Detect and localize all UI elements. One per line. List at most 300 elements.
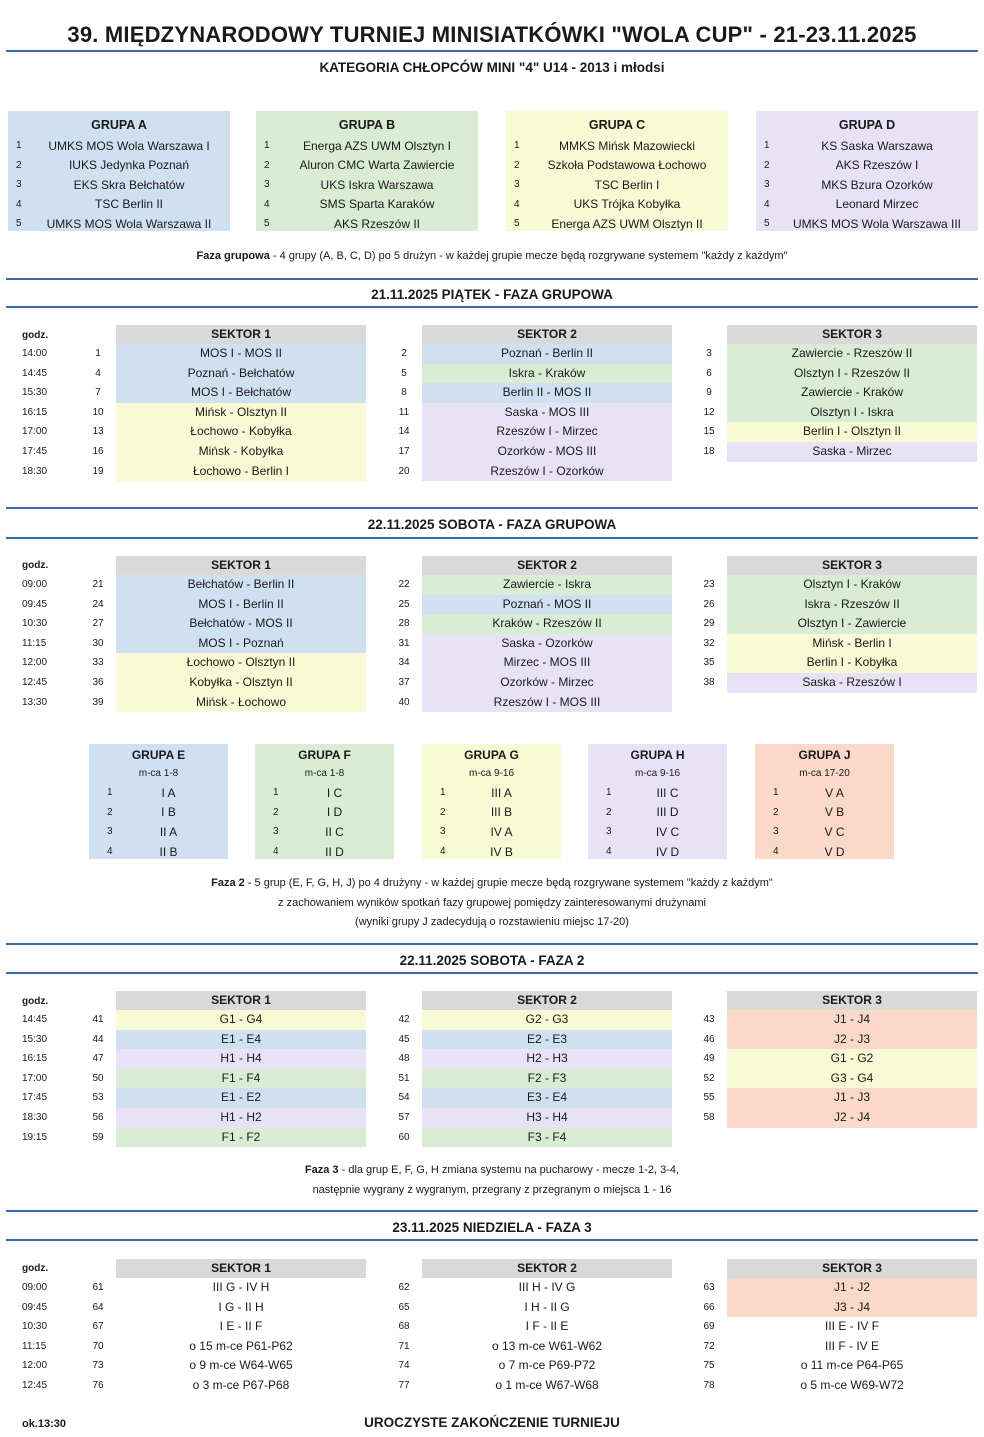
match-time: 15:30 [22, 387, 48, 399]
day4-sector-2 [398, 1259, 672, 1396]
match-number: 4 [95, 367, 101, 379]
match-teams: E3 - E4 [422, 1088, 672, 1108]
match-row [703, 1298, 977, 1318]
day3-divider [6, 943, 978, 945]
match-number: 8 [401, 387, 407, 399]
match-number: 35 [703, 657, 715, 669]
match-row [92, 1376, 366, 1396]
match-number: 46 [703, 1033, 715, 1045]
match-number: 21 [92, 579, 104, 590]
group-team-row [756, 175, 978, 195]
match-number: 10 [92, 406, 104, 418]
match-row [401, 344, 672, 364]
group-team-row [8, 136, 230, 156]
match-teams: H1 - H2 [116, 1108, 366, 1128]
group-slot-row [89, 822, 228, 842]
match-number: 22 [398, 579, 410, 590]
match-number: 6 [706, 367, 712, 379]
group-slot-row [588, 842, 727, 862]
match-teams: III G - IV H [212, 1280, 270, 1294]
sector-header: SEKTOR 3 [727, 325, 977, 344]
day1-divider [6, 278, 978, 280]
match-time: 14:45 [22, 367, 48, 379]
match-number: 39 [92, 696, 104, 708]
match-row [92, 403, 366, 423]
match-row [92, 693, 366, 713]
match-time: 17:45 [22, 445, 48, 457]
match-time: 19:15 [22, 1131, 48, 1143]
slot-seed: II D [325, 844, 344, 859]
day3-time-label: godz. [22, 996, 49, 1007]
match-number: 73 [92, 1360, 104, 1372]
group-box-g [422, 744, 561, 859]
match-number: 77 [398, 1379, 410, 1391]
group-title: GRUPA E [131, 748, 186, 762]
day4-sector-3 [703, 1259, 977, 1396]
slot-number: 2 [773, 806, 779, 818]
team-name: UKS Iskra Warszawa [320, 177, 434, 192]
team-seed: 2 [16, 159, 22, 171]
sector-header: SEKTOR 1 [116, 1259, 366, 1278]
match-number: 33 [92, 657, 104, 669]
group-slot-row [755, 803, 894, 823]
match-number: 57 [398, 1111, 410, 1123]
group-team-row [256, 156, 478, 176]
match-row [92, 442, 366, 462]
slot-number: 2 [606, 806, 612, 818]
group-team-row [756, 136, 978, 156]
slot-seed: II C [325, 824, 344, 839]
match-teams: Zawiercie - Kraków [727, 383, 977, 403]
match-row [401, 364, 672, 384]
slot-number: 1 [273, 787, 279, 799]
day2-sector-2 [398, 556, 672, 712]
match-teams: Rzeszów I - Ozorków [422, 462, 672, 482]
match-teams: o 13 m-ce W61-W62 [491, 1338, 603, 1353]
match-time: 17:00 [22, 426, 48, 438]
team-seed: 3 [514, 179, 520, 191]
match-row [95, 344, 366, 364]
match-row [398, 575, 672, 595]
match-time: 15:30 [22, 1033, 48, 1045]
team-name: UMKS MOS Wola Warszawa III [792, 216, 962, 231]
match-time: 09:45 [22, 1301, 48, 1313]
match-teams: Saska - Rzeszów I [727, 673, 977, 693]
phase3-note-bold: Faza 3 [304, 1164, 339, 1176]
match-row [398, 1030, 672, 1050]
match-teams: F1 - F2 [116, 1128, 366, 1148]
match-number: 78 [703, 1379, 715, 1391]
day2-time-label: godz. [22, 560, 49, 571]
team-seed: 2 [764, 159, 770, 171]
match-row [92, 1069, 366, 1089]
match-number: 1 [95, 348, 101, 359]
match-row [92, 575, 366, 595]
slot-number: 4 [440, 846, 446, 858]
match-teams: Mirzec - MOS III [422, 653, 672, 673]
match-teams: III F - IV E [824, 1338, 879, 1353]
match-number: 44 [92, 1033, 104, 1045]
match-time: 17:00 [22, 1072, 48, 1084]
match-row [92, 1278, 366, 1298]
match-row [92, 614, 366, 634]
day3-times [22, 1010, 47, 1147]
match-teams: J2 - J3 [727, 1030, 977, 1050]
match-row [398, 1356, 672, 1376]
match-time: 16:15 [22, 1053, 48, 1065]
match-number: 5 [401, 367, 407, 379]
match-number: 59 [92, 1131, 104, 1143]
match-teams: III E - IV F [824, 1319, 879, 1334]
slot-number: 4 [107, 846, 113, 858]
match-row [92, 462, 366, 482]
match-row [95, 364, 366, 384]
group-box-c [506, 111, 728, 231]
match-teams: Berlin I - Kobyłka [727, 653, 977, 673]
match-row [92, 1049, 366, 1069]
match-row [703, 595, 977, 615]
match-number: 3 [706, 348, 712, 359]
slot-seed: IV B [490, 844, 513, 859]
day2-sector-3 [703, 556, 977, 693]
slot-seed: V C [824, 824, 845, 839]
group-slot-row [422, 783, 561, 803]
group-slot-row [422, 803, 561, 823]
match-row [398, 1088, 672, 1108]
day4-time-label: godz. [22, 1263, 49, 1274]
match-time: 16:15 [22, 406, 48, 418]
team-name: UMKS MOS Wola Warszawa I [48, 138, 210, 153]
team-name: IUKS Jedynka Poznań [68, 158, 190, 173]
match-row [703, 1069, 977, 1089]
team-name: AKS Rzeszów I [835, 158, 919, 173]
match-teams: o 9 m-ce W64-W65 [189, 1358, 293, 1373]
match-row [703, 1088, 977, 1108]
page-subtitle: KATEGORIA CHŁOPCÓW MINI "4" U14 - 2013 i młodsi [319, 60, 665, 75]
match-row [398, 442, 672, 462]
team-name: AKS Rzeszów II [333, 216, 421, 231]
match-row [703, 1108, 977, 1128]
team-name: TSC Berlin II [94, 197, 163, 212]
slot-number: 1 [440, 787, 446, 799]
match-row [703, 614, 977, 634]
day3-sector-1 [92, 991, 366, 1147]
phase2-note-line2: z zachowaniem wyników spotkań fazy grupowej pomiędzy zainteresowanymi drużynami [278, 896, 706, 909]
group-team-row [506, 175, 728, 195]
match-teams: Kraków - Rzeszów II [422, 614, 672, 634]
group-slot-row [255, 842, 394, 862]
slot-number: 1 [773, 787, 779, 799]
group-team-row [756, 195, 978, 215]
match-teams: F2 - F3 [422, 1069, 672, 1089]
match-teams: Berlin II - MOS II [422, 383, 672, 403]
match-number: 75 [703, 1360, 715, 1372]
match-row [92, 422, 366, 442]
day3-divider-bottom [6, 972, 978, 974]
match-row [92, 634, 366, 654]
match-row [703, 1049, 977, 1069]
team-seed: 1 [16, 140, 22, 152]
match-row [92, 1108, 366, 1128]
match-number: 43 [703, 1014, 715, 1025]
group-slot-row [422, 822, 561, 842]
match-number: 58 [703, 1111, 715, 1123]
phase2-note-line3: (wyniki grupy J zadecydują o rozstawieniu miejsc 17-20) [355, 916, 629, 928]
group-box-d [756, 111, 978, 231]
match-teams: o 1 m-ce W67-W68 [495, 1377, 599, 1392]
day3-title: 22.11.2025 SOBOTA - FAZA 2 [399, 953, 585, 968]
match-number: 2 [401, 348, 407, 359]
match-number: 24 [92, 598, 104, 610]
match-number: 14 [398, 426, 410, 438]
match-row [706, 364, 977, 384]
sector-header: SEKTOR 2 [422, 556, 672, 575]
match-time: 10:30 [22, 618, 48, 630]
match-row [398, 673, 672, 693]
match-row [703, 1010, 977, 1030]
match-number: 67 [92, 1321, 104, 1333]
match-number: 16 [92, 445, 104, 457]
match-teams: Iskra - Kraków [422, 364, 672, 384]
match-row [92, 1128, 366, 1148]
phase1-note [0, 247, 984, 267]
match-teams: Łochowo - Berlin I [116, 462, 366, 482]
match-row [398, 1108, 672, 1128]
group-box-j [755, 744, 894, 859]
match-teams: Olsztyn I - Iskra [727, 403, 977, 423]
match-row [703, 1278, 977, 1298]
match-teams: o 3 m-ce P67-P68 [192, 1377, 290, 1392]
team-seed: 3 [764, 179, 770, 191]
slot-number: 3 [606, 826, 612, 838]
group-team-row [8, 175, 230, 195]
match-number: 76 [92, 1379, 104, 1391]
match-number: 65 [398, 1301, 410, 1313]
phase1-note-text: - 4 grupy (A, B, C, D) po 5 drużyn - w każdej grupie mecze będą rozgrywane systemem "każdy z każdym" [269, 250, 788, 262]
match-teams: G2 - G3 [422, 1010, 672, 1030]
slot-seed: II A [159, 824, 178, 839]
team-name: Leonard Mirzec [835, 197, 919, 212]
team-seed: 2 [264, 159, 270, 171]
match-row [398, 1337, 672, 1357]
match-row [703, 634, 977, 654]
match-row [92, 1317, 366, 1337]
group-team-row [8, 195, 230, 215]
slot-seed: V B [824, 805, 845, 820]
team-seed: 2 [514, 159, 520, 171]
match-number: 61 [92, 1282, 104, 1293]
team-seed: 5 [514, 218, 520, 230]
match-teams: Mińsk - Kobyłka [116, 442, 366, 462]
match-teams: Ozorków - Mirzec [422, 673, 672, 693]
match-time: 12:00 [22, 657, 48, 669]
group-team-row [256, 175, 478, 195]
match-number: 42 [398, 1014, 410, 1025]
slot-seed: III B [490, 805, 513, 820]
team-seed: 4 [264, 198, 270, 210]
match-teams: Olsztyn I - Rzeszów II [727, 364, 977, 384]
slot-seed: II B [159, 844, 178, 859]
team-name: EKS Skra Bełchatów [73, 177, 185, 192]
match-teams: J1 - J2 [727, 1278, 977, 1298]
match-number: 55 [703, 1092, 715, 1104]
group-team-row [8, 214, 230, 234]
slot-seed: V D [824, 844, 845, 859]
group-box-f [255, 744, 394, 859]
day1-sector-3 [703, 325, 977, 462]
slot-seed: III D [656, 805, 679, 820]
match-number: 41 [92, 1014, 104, 1025]
match-number: 74 [398, 1360, 410, 1372]
match-row [92, 1010, 366, 1030]
team-name: Szkoła Podstawowa Łochowo [547, 158, 707, 173]
match-row [398, 614, 672, 634]
match-number: 20 [398, 465, 410, 477]
day3-sector-2 [398, 991, 672, 1147]
closing-time: ok.13:30 [22, 1418, 67, 1430]
match-teams: Iskra - Rzeszów II [727, 595, 977, 615]
match-row [398, 1128, 672, 1148]
match-time: 18:30 [22, 465, 48, 477]
match-teams: Poznań - Berlin II [422, 344, 672, 364]
group-slot-row [588, 822, 727, 842]
slot-number: 3 [773, 826, 779, 838]
day2-title: 22.11.2025 SOBOTA - FAZA GRUPOWA [367, 517, 617, 532]
day4-sector-1 [92, 1259, 366, 1396]
match-teams: G1 - G4 [116, 1010, 366, 1030]
team-name: Energa AZS UWM Olsztyn I [302, 138, 452, 153]
match-number: 13 [92, 426, 104, 438]
match-row [398, 653, 672, 673]
match-teams: G3 - G4 [727, 1069, 977, 1089]
match-number: 45 [398, 1033, 410, 1045]
day2-times [22, 575, 47, 712]
match-teams: F3 - F4 [422, 1128, 672, 1148]
match-number: 63 [703, 1282, 715, 1293]
slot-seed: I C [326, 785, 343, 800]
match-teams: G1 - G2 [727, 1049, 977, 1069]
group-slot-row [422, 842, 561, 862]
day4-times [22, 1278, 47, 1396]
group-slot-row [755, 822, 894, 842]
group-box-a [8, 111, 230, 231]
match-teams: Poznań - Bełchatów [116, 364, 366, 384]
match-row [706, 344, 977, 364]
match-teams: J3 - J4 [727, 1298, 977, 1318]
day4-title: 23.11.2025 NIEDZIELA - FAZA 3 [392, 1220, 592, 1235]
match-row [92, 673, 366, 693]
match-number: 47 [92, 1053, 104, 1065]
match-number: 72 [703, 1340, 715, 1352]
team-name: SMS Sparta Karaków [319, 197, 435, 212]
match-number: 9 [706, 387, 712, 399]
slot-seed: III A [491, 785, 512, 800]
day3-sector-3 [703, 991, 977, 1128]
match-number: 15 [703, 426, 715, 438]
match-row [92, 1030, 366, 1050]
team-name: Energa AZS UWM Olsztyn II [551, 216, 703, 231]
match-row [92, 1337, 366, 1357]
match-number: 18 [703, 445, 715, 457]
match-teams: I E - II F [219, 1319, 263, 1334]
group-title: GRUPA H [630, 748, 685, 762]
slot-seed: I B [161, 805, 176, 820]
match-row [703, 422, 977, 442]
slot-number: 3 [440, 826, 446, 838]
team-name: TSC Berlin I [594, 177, 660, 192]
phase2-note [0, 874, 984, 933]
match-row [92, 1298, 366, 1318]
team-seed: 5 [764, 218, 770, 230]
match-number: 56 [92, 1111, 104, 1123]
match-time: 09:45 [22, 598, 48, 610]
group-team-row [506, 195, 728, 215]
match-number: 29 [703, 618, 715, 630]
match-number: 7 [95, 387, 101, 399]
group-slot-row [755, 783, 894, 803]
team-name: KS Saska Warszawa [821, 138, 933, 153]
match-row [401, 383, 672, 403]
day2-divider [6, 507, 978, 509]
match-time: 09:00 [22, 579, 48, 590]
match-teams: Mińsk - Olsztyn II [116, 403, 366, 423]
phase1-note-bold: Faza grupowa [196, 250, 270, 262]
sector-header: SEKTOR 1 [116, 556, 366, 575]
group-slot-row [755, 842, 894, 862]
match-row [703, 403, 977, 423]
match-time: 12:45 [22, 1379, 48, 1391]
slot-seed: I A [161, 785, 176, 800]
match-row [92, 1088, 366, 1108]
phase2-note-bold: Faza 2 [211, 877, 245, 889]
day1-sector-2 [398, 325, 672, 481]
match-teams: MOS I - Poznań [116, 634, 366, 654]
match-number: 66 [703, 1301, 715, 1313]
team-name: Aluron CMC Warta Zawiercie [299, 158, 455, 173]
match-row [92, 595, 366, 615]
match-teams: o 11 m-ce P64-P65 [800, 1358, 904, 1373]
team-seed: 1 [264, 140, 270, 152]
match-time: 13:30 [22, 696, 48, 708]
match-teams: Saska - Mirzec [727, 442, 977, 462]
header-divider [6, 50, 978, 52]
match-teams: MOS I - Bełchatów [116, 383, 366, 403]
slot-number: 4 [773, 846, 779, 858]
match-number: 34 [398, 657, 410, 669]
slot-seed: V A [825, 785, 844, 800]
day2-sector-1 [92, 556, 366, 712]
match-number: 40 [398, 696, 410, 708]
group-slot-row [255, 783, 394, 803]
match-teams: Bełchatów - MOS II [116, 614, 366, 634]
sector-header: SEKTOR 3 [727, 991, 977, 1010]
group-team-row [506, 214, 728, 234]
team-seed: 4 [514, 198, 520, 210]
group-team-row [756, 214, 978, 234]
team-name: UKS Trójka Kobyłka [573, 197, 681, 212]
match-number: 12 [703, 406, 715, 418]
match-teams: J1 - J3 [727, 1088, 977, 1108]
match-number: 48 [398, 1053, 410, 1065]
day1-times [22, 344, 47, 481]
team-seed: 1 [764, 140, 770, 152]
page-title: 39. MIĘDZYNARODOWY TURNIEJ MINISIATKÓWKI "WOLA CUP" - 21-23.11.2025 [67, 22, 917, 47]
match-number: 32 [703, 637, 715, 649]
match-number: 60 [398, 1131, 410, 1143]
match-number: 52 [703, 1072, 715, 1084]
match-number: 70 [92, 1340, 104, 1352]
match-teams: F1 - F4 [116, 1069, 366, 1089]
